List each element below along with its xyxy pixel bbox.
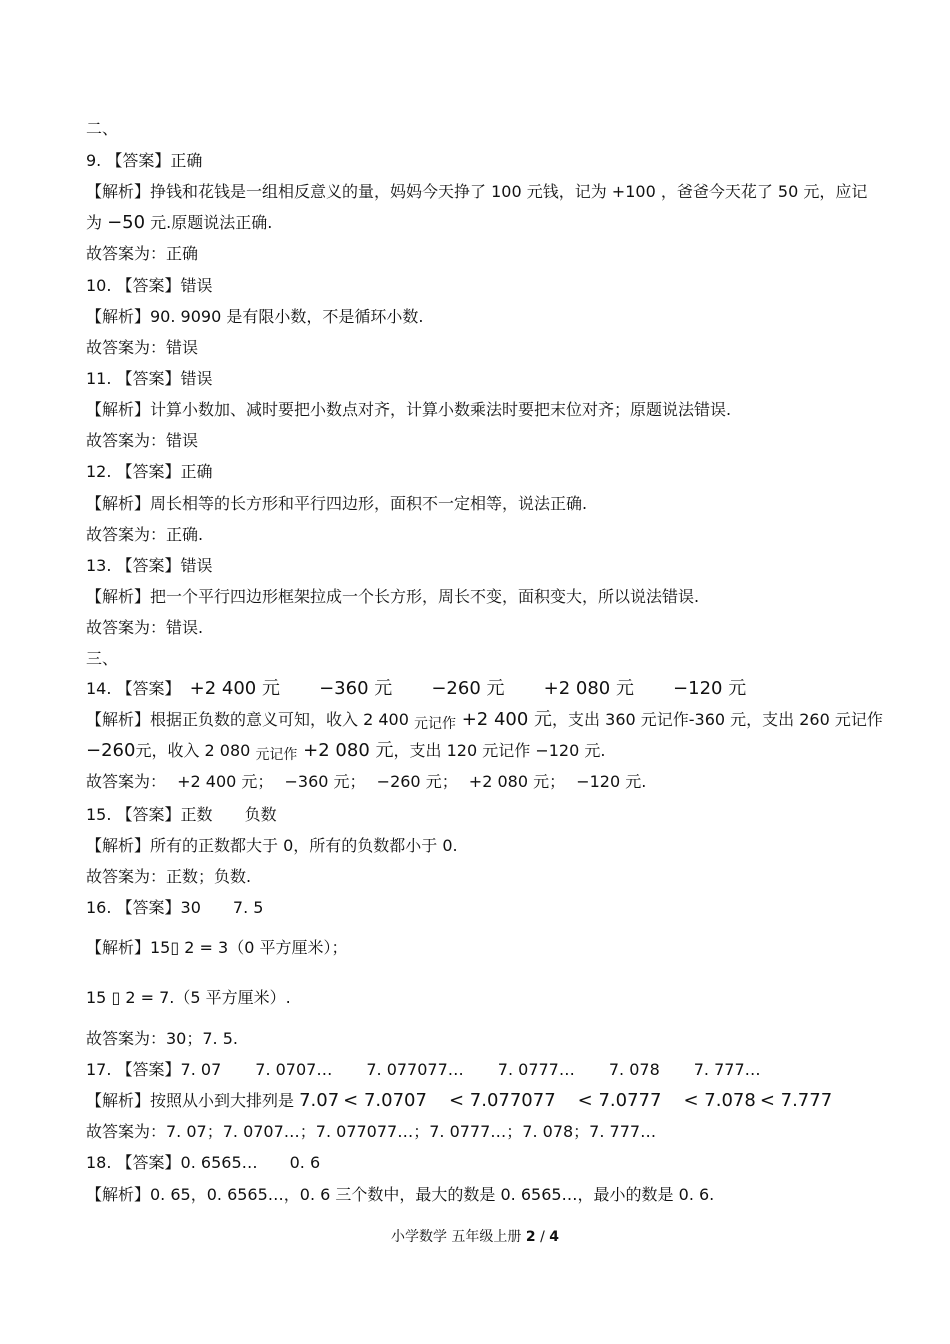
q17-order-1: 7.07 bbox=[299, 1090, 340, 1111]
q17-answer-1: 7. 07 bbox=[180, 1060, 222, 1079]
q11-final: 故答案为：错误 bbox=[86, 431, 199, 450]
q14-exp2-e: ，支出 120 元记作 bbox=[393, 741, 536, 760]
footer-sep: / bbox=[535, 1229, 550, 1245]
q17-answer-prefix: 17. 【答案】 bbox=[86, 1060, 181, 1079]
q14-final-prefix: 故答案为： bbox=[86, 772, 167, 791]
q14-explanation-line1 bbox=[86, 709, 883, 732]
q12-explanation: 【解析】周长相等的长方形和平行四边形，面积不一定相等，说法正确. bbox=[86, 494, 588, 513]
q10-answer: 10. 【答案】错误 bbox=[86, 276, 213, 295]
q15-answer bbox=[86, 804, 277, 826]
q16-explanation-line1: 【解析】15▯ 2 = 3（0 平方厘米）； bbox=[86, 938, 348, 957]
q14-exp1-sub: 元记作 bbox=[413, 716, 456, 732]
q14-exp2-d: +2 080 元 bbox=[297, 740, 394, 761]
q14-answer-5: −120 元 bbox=[673, 678, 747, 699]
page-footer bbox=[0, 1226, 950, 1246]
q17-order-4: < 7.0777 bbox=[577, 1090, 662, 1111]
q17-answer-5: 7. 078 bbox=[608, 1060, 660, 1079]
q14-exp1-d: ，支出 360 元记作-360 元，支出 260 元记作 bbox=[552, 710, 883, 729]
q9-final: 故答案为：正确 bbox=[86, 244, 199, 263]
q9-answer: 9. 【答案】正确 bbox=[86, 151, 203, 170]
q9-exp-c: 元.原题说法正确. bbox=[145, 213, 273, 232]
q9-exp-a: 为 bbox=[86, 213, 108, 232]
q14-final-4: +2 080 元； bbox=[468, 772, 566, 791]
q14-answer-2: −360 元 bbox=[319, 678, 393, 699]
q9-explanation-line2 bbox=[86, 212, 272, 234]
footer-page: 2 bbox=[525, 1229, 536, 1245]
q18-explanation: 【解析】0. 65，0. 6565…，0. 6 三个数中，最大的数是 0. 6565…，最小的数是 0. 6. bbox=[86, 1185, 715, 1204]
q15-answer-2: 负数 bbox=[244, 805, 277, 824]
q14-final-1: +2 400 元； bbox=[177, 772, 274, 791]
q18-answer bbox=[86, 1152, 320, 1174]
q14-answer-prefix: 14. 【答案】 bbox=[86, 679, 181, 698]
q16-answer-1: 30 bbox=[180, 898, 201, 917]
q12-answer: 12. 【答案】正确 bbox=[86, 462, 213, 481]
section-three-heading: 三、 bbox=[86, 649, 119, 668]
q14-exp2-b: 元，收入 2 080 bbox=[135, 741, 256, 760]
q11-answer: 11. 【答案】错误 bbox=[86, 369, 213, 388]
q10-explanation: 【解析】90. 9090 是有限小数，不是循环小数. bbox=[86, 307, 424, 326]
q14-exp1-c: +2 400 元 bbox=[455, 709, 553, 730]
q17-order-5: < 7.078 bbox=[683, 1090, 756, 1111]
q15-answer-prefix: 15. 【答案】 bbox=[86, 805, 181, 824]
q9-exp-neg: −50 bbox=[107, 212, 146, 233]
q13-final: 故答案为：错误. bbox=[86, 618, 204, 637]
q17-explanation bbox=[86, 1090, 832, 1112]
q17-exp-prefix: 【解析】按照从小到大排列是 bbox=[86, 1091, 300, 1110]
q18-answer-1: 0. 6565… bbox=[180, 1153, 258, 1172]
q14-exp2-sub: 元记作 bbox=[255, 747, 298, 763]
q14-answer-3: −260 元 bbox=[431, 678, 505, 699]
q16-final: 故答案为：30；7. 5. bbox=[86, 1029, 238, 1048]
q14-answer-4: +2 080 元 bbox=[543, 678, 634, 699]
q14-explanation-line2 bbox=[86, 740, 605, 763]
q14-final-3: −260 元； bbox=[376, 772, 458, 791]
q14-exp1-a: 【解析】根据正负数的意义可知，收入 2 400 bbox=[86, 710, 414, 729]
q15-explanation: 【解析】所有的正数都大于 0，所有的负数都小于 0. bbox=[86, 836, 458, 855]
q17-answer-3: 7. 077077… bbox=[366, 1060, 464, 1079]
q13-answer: 13. 【答案】错误 bbox=[86, 556, 213, 575]
q13-explanation: 【解析】把一个平行四边形框架拉成一个长方形，周长不变，面积变大，所以说法错误. bbox=[86, 587, 700, 606]
q11-explanation: 【解析】计算小数加、减时要把小数点对齐，计算小数乘法时要把末位对齐；原题说法错误. bbox=[86, 400, 732, 419]
q17-answer-4: 7. 0777… bbox=[497, 1060, 575, 1079]
q17-answer bbox=[86, 1059, 761, 1081]
q17-answer-2: 7. 0707… bbox=[255, 1060, 333, 1079]
q16-answer bbox=[86, 897, 263, 919]
q17-final: 故答案为：7. 07；7. 0707…；7. 077077…；7. 0777…；7. 078；7. 777… bbox=[86, 1122, 657, 1141]
q9-explanation-line1: 【解析】挣钱和花钱是一组相反意义的量，妈妈今天挣了 100 元钱，记为 +100 ，爸爸今天花了 50 元，应记 bbox=[86, 182, 868, 201]
q18-answer-2: 0. 6 bbox=[289, 1153, 321, 1172]
q14-answer bbox=[86, 678, 746, 700]
q17-order-2: < 7.0707 bbox=[343, 1090, 427, 1111]
q16-answer-2: 7. 5 bbox=[232, 898, 264, 917]
footer-text: 小学数学 五年级上册 bbox=[390, 1229, 526, 1245]
q18-answer-prefix: 18. 【答案】 bbox=[86, 1153, 181, 1172]
q17-order-6: < 7.777 bbox=[759, 1090, 833, 1111]
footer-total: 4 bbox=[549, 1229, 560, 1245]
q17-order-3: < 7.077077 bbox=[448, 1090, 556, 1111]
q15-final: 故答案为：正数；负数. bbox=[86, 867, 252, 886]
q14-answer-1: +2 400 元 bbox=[189, 678, 280, 699]
q14-final-2: −360 元； bbox=[284, 772, 366, 791]
q16-answer-prefix: 16. 【答案】 bbox=[86, 898, 181, 917]
q10-final: 故答案为：错误 bbox=[86, 338, 199, 357]
section-two-heading: 二、 bbox=[86, 119, 119, 138]
q14-exp2-f: −120 元. bbox=[535, 741, 606, 760]
q16-explanation-line2: 15 ▯ 2 = 7.（5 平方厘米）. bbox=[86, 988, 291, 1007]
q15-answer-1: 正数 bbox=[180, 805, 213, 824]
q14-exp2-a: −260 bbox=[86, 740, 136, 761]
q17-answer-6: 7. 777… bbox=[693, 1060, 761, 1079]
q12-final: 故答案为：正确. bbox=[86, 525, 204, 544]
q14-final-5: −120 元. bbox=[576, 772, 647, 791]
q14-final bbox=[86, 771, 646, 793]
